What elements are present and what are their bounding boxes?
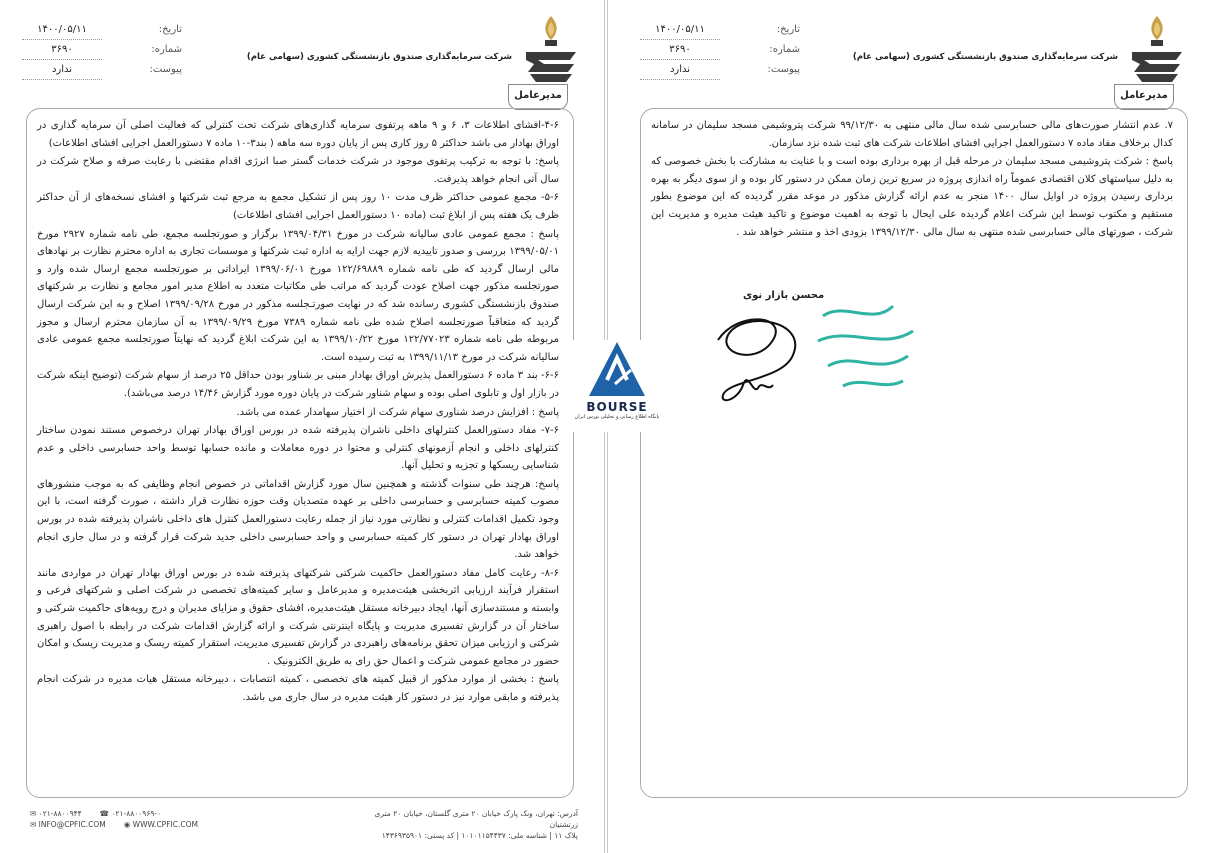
attachment-label: پیوست: [149, 64, 182, 75]
paragraph: پاسخ : افزایش درصد شناوری سهام شرکت از اختیار سهامدار عمده می باشد. [236, 406, 559, 418]
paragraph: پاسخ : مجمع عمومی عادی سالیانه شرکت در مورخ ۱۳۹۹/۰۴/۳۱ برگزار و صورتجلسه مجمع، طی نامه شماره ۲۹۲۷ مورخ ۱۳۹۹/۰۵/۰۱ بررسی و صدور تاییدیه لازم جهت ارایه به اداره ثبت شرکتها و موسسات تجاری به اداره محترم نظارت بر نهادهای مالی ارسال گردید که طی نامه شماره ۱۲۲/۶۹۸۸۹ مورخ ۱۳۹۹/۰۶/۰۱ ایراداتی بر صورتجلسه مجمع ارسال شده وارد و صورتجلسه مذکور جهت اصلاح عودت گردید که مراتب طی مکاتبات متعدد به اطلاع مدیر امور مجامع و نظارت بر شرکتهای صندوق بازنشستگی کشوری رسانده شد که در نهایت صورتـجلسه مذکور در مورخ ۱۳۹۹/۰۹/۲۸ اصلاح و به این شرکت ارسال گردید که متعاقباً صورتجلسه اصلاح شده طی نامه شماره ۷۳۸۹ مورخ ۱۳۹۹/۰۹/۲۹ به آن سازمان محترم ارسال و مجوز مربوطه طی نامه شماره ۱۲۲/۷۷۰۲۳ مورخ ۱۳۹۹/۱۰/۲۲ به این شرکت ابلاغ گردید که نهایتاً صورتجلسه مجمع عمومی عادی سالیانه شرکت در مورخ ۱۳۹۹/۱۱/۱۳ به ثبت رسیده است. [37, 228, 560, 363]
footer-ids: پلاک ۱۱ | شناسه ملی: ۱۰۱۰۱۱۵۴۴۳۷ | کد پستی: ۱۴۳۶۹۳۵۹۰۱ [381, 831, 578, 840]
attachment-value: ندارد [22, 60, 102, 80]
paragraph: پاسخ : شرکت پتروشیمی مسجد سلیمان در مرحله قبل از بهره برداری بوده است و با عنایت به مشارکت با بخش خصوصی که به دلیل سیاستهای کلان اقتصادی عموماً راه اندازی پروژه در سریع ترین زمان ممکن در دستور کار بوده و از سوی دیگر به بهره برداری رسیدن پروژه در اوایل سال ۱۴۰۰ منجر به عدم ارائه گزارش مذکور در موعد مقرر گردیده که این موضوع بطور مستقیم و مکتوب توسط این شرکت اعلام گردیده علی ایحال با توجه به اهمیت موضوع و تاکید هیئت مدیره و مدیریت این شرکت ، صورتهای مالی حسابرسی شده منتهی به سال مالی ۱۳۹۹/۱۲/۳۰ بزودی اخذ و منتشر خواهد شد . [651, 156, 1173, 238]
footer-email[interactable]: ✉ INFO@CPFIC.COM [30, 820, 106, 829]
date-value: ۱۴۰۰/۰۵/۱۱ [22, 20, 102, 40]
bourse-watermark [572, 340, 662, 432]
paragraph: پاسخ: با توجه به ترکیب پرتفوی موجود در شرکت خدمات گستر صبا انرژی اقدام مقتضی با رعایت صرفه و صلاح شرکت در سال آتی انجام خواهد پذیرفت. [37, 156, 559, 185]
paragraph: ۷. عدم انتشار صورت‌های مالی حسابرسی شده سال مالی منتهی به ۹۹/۱۲/۳۰ شرکت پتروشیمی مسجد سلیمان در سامانه کدال برخلاف مفاد ماده ۷ دستورالعمل اجرایی افشای اطلاعات شرکت های ثبت شده نزد سازمان. [651, 120, 1174, 149]
number-value: ۳۶۹۰ [640, 40, 720, 60]
date-label: تاریخ: [776, 24, 800, 35]
signatory-name: محسن بازار نوی [743, 290, 825, 301]
paragraph: پاسخ : بخشی از موارد مذکور از قبیل کمیته های تخصصی ، کمیته انتصابات ، دبیرخانه مستقل هیات مدیره در شرکت انجام پذیرفته و مابقی موارد نیز در دستور کار هیئت مدیره در سال جاری می باشد. [37, 674, 559, 703]
ceo-tab: مدیرعامل [508, 84, 568, 110]
letter-body [640, 108, 1188, 798]
company-logo-icon [1122, 14, 1192, 88]
number-label: شماره: [769, 44, 800, 55]
letter-body [26, 108, 574, 798]
phone-number: ۰۲۱-۸۸۰۰۹۶۹-۰ [111, 809, 162, 818]
footer-web[interactable]: ◉ WWW.CPFIC.COM [123, 820, 198, 829]
org-name: شرکت سرمایه‌گذاری صندوق بازنشستگی کشوری (سهامی عام) [246, 52, 512, 62]
bourse-logo-icon [587, 340, 647, 398]
footer-phone: ☎ ۰۲۱-۸۸۰۰۹۶۹-۰ [99, 809, 162, 818]
number-value: ۳۶۹۰ [22, 40, 102, 60]
paragraph: پاسخ: هرچند طی سنوات گذشته و همچنین سال مورد گزارش اقداماتی در خصوص انجام وظایفی که به موجب منشورهای مصوب کمیته حسابرسی و حسابرسی داخلی بر عهده متصدیان وقت حوزه نظارت قرار داشته ، صورت گرفته است، با این وجود تکمیل اقدامات کنترلی و نظارتی مورد نیاز از جمله رعایت دستورالعمل کنترل های داخلی ناشران پذیرفته شده در بورس اوراق بهادار تهران در دستور کار کمیته حسابرسی و واحد حسابرسی داخلی جدید شرکت قرار گرفته و در سال جاری انجام خواهد شد. [37, 478, 559, 561]
company-logo-icon [516, 14, 586, 88]
letter-meta [640, 20, 800, 80]
date-value: ۱۴۰۰/۰۵/۱۱ [640, 20, 720, 40]
org-name: شرکت سرمایه‌گذاری صندوق بازنشستگی کشوری (سهامی عام) [852, 52, 1118, 62]
email-text: INFO@CPFIC.COM [38, 820, 106, 829]
letter-page-right [607, 0, 1209, 853]
date-label: تاریخ: [158, 24, 182, 35]
bourse-tagline: پایگاه اطلاع رسانی و تحلیلی بورس ایران [574, 414, 660, 420]
paragraph: ۶-۶- بند ۳ ماده ۶ دستورالعمل پذیرش اوراق بهادار مبنی بر شناور بودن حداقل ۲۵ درصد از سهام شرکت (توضیح اینکه شرکت در بازار اول و تابلوی اصلی بوده و سهام شناور شرکت در پایان دوره مورد گزارش ۱۴/۴۶ درصد می‌باشد). [37, 370, 560, 399]
number-label: شماره: [151, 44, 182, 55]
attachment-label: پیوست: [767, 64, 800, 75]
paragraph: ۸-۶- رعایت کامل مفاد دستورالعمل حاکمیت شرکتی شرکتهای پذیرفته شده در بورس اوراق بهادار تهران در مواردی مانند استقرار فرآیند ارزیابی اثربخشی هیئت‌مدیره و مدیرعامل و سایر کمیته‌های تخصصی در شرکت اصلی و شرکتهای فرعی و وابسته و مستندسازی آنها، ایجاد دبیرخانه مستقل هیئت‌مدیره، افشای حقوق و مزایای مدیران و درج رویه‌های حاکمیت شرکتی و ساختار آن در گزارش تفسیری مدیریت و پایگاه اینترنتی شرکت و ارائه گزارش اقدامات شرکت در رابطه با اصول راهبری شرکتی و ارزیابی میزان تحقق برنامه‌های راهبردی در گزارش تفسیری مدیریت، استقرار کمیته ریسک و مدیریت ریسک و امکان حضور در مجامع عمومی شرکت و اعمال حق رای به طریق الکترونیک . [37, 567, 559, 667]
paragraph: ۴-۶-افشای اطلاعات ۳، ۶ و ۹ ماهه پرتفوی سرمایه گذاری‌های شرکت تحت کنترلی که فعالیت اصلی آن سرمایه گذاری در اوراق بهادار می باشد حداکثر ۵ روز کاری پس از پایان دوره سه ماهه ( بند۳-۱۰ ماده ۷ دستورالعمل اجرایی افشای اطلاعات) [37, 120, 560, 149]
web-text: WWW.CPFIC.COM [132, 820, 198, 829]
paragraph: ۵-۶- مجمع عمومی حداکثر ظرف مدت ۱۰ روز پس از تشکیل مجمع به مرجع ثبت شرکتها و افشای نسخه‌های از آن حداکثر ظرف یک هفته پس از ابلاغ ثبت (ماده ۱۰ دستورالعمل اجرایی افشای اطلاعات) [37, 192, 559, 221]
footer-fax: ✉ ۰۲۱-۸۸۰۰۹۴۴ [30, 809, 82, 818]
paragraph: ۷-۶- مفاد دستورالعمل کنترلهای داخلی ناشران پذیرفته شده در بورس اوراق بهادار تهران درخصوص مستند نمودن ساختار کنترلهای داخلی و انجام آزمونهای کنترلی و محتوا در دوره معاملات و مانده حسابها توسط واحد حسابرسی داخلی و عدم شناسایی ریسکها و تجزیه و تحلیل آنها. [37, 425, 559, 472]
bourse-name: BOURSE [586, 400, 648, 414]
letter-meta [22, 20, 182, 80]
fax-number: ۰۲۱-۸۸۰۰۹۴۴ [38, 809, 82, 818]
company-stamp-icon [813, 296, 923, 396]
attachment-value: ندارد [640, 60, 720, 80]
footer-address: آدرس: تهران، ونک پارک خیابان ۲۰ متری گلستان، خیابان ۲۰ متری زرتشتیان [374, 809, 578, 829]
ceo-tab: مدیرعامل [1114, 84, 1174, 110]
